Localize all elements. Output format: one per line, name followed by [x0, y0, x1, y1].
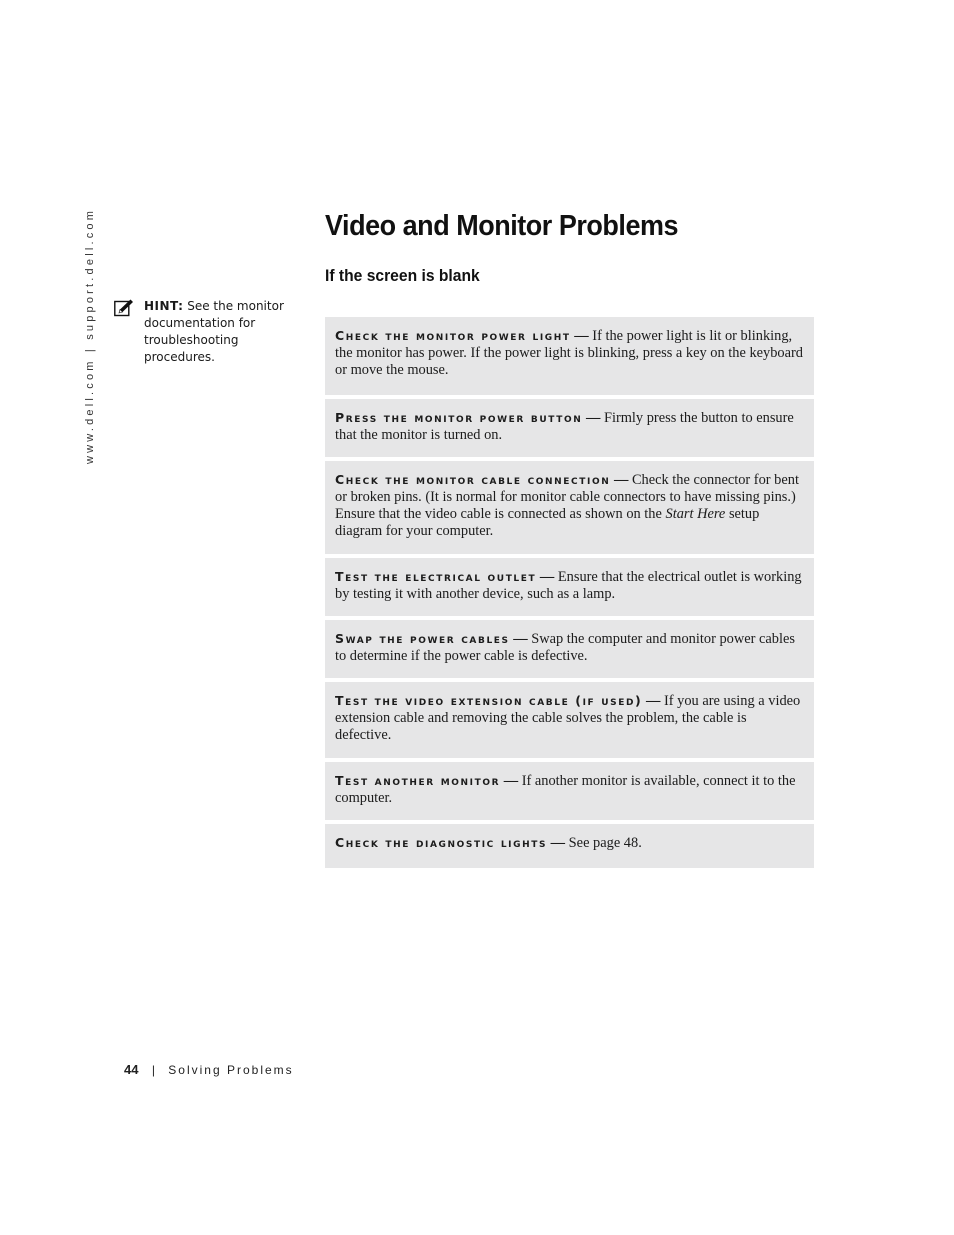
step-text: If the power light is lit or blinking, the monitor has power. If the power light is blinking, press a key on the keyboard or move the mouse. — [335, 328, 803, 378]
footer-separator: | — [151, 1063, 155, 1077]
step-text: Firmly press the button to ensure that the monitor is turned on. — [335, 410, 794, 443]
step-dash: — — [539, 569, 555, 585]
step-text-emphasis: Start Here — [665, 506, 726, 522]
step-dash: — — [513, 631, 528, 647]
step-text: setup diagram for your computer. — [335, 506, 760, 539]
step-dash: — — [585, 410, 601, 426]
hint-body — [144, 298, 294, 366]
step-text: Check the connector for bent or broken pins. (It is normal for monitor cable connectors to have missing pins.) Ensure that the video cable is connected as shown on the — [335, 472, 799, 522]
step-heading: Check the monitor power light — [335, 328, 571, 343]
step-test-extension-cable — [325, 682, 814, 758]
pencil-note-icon — [114, 299, 134, 317]
step-check-power-light — [325, 317, 814, 395]
step-heading: Press the monitor power button — [335, 410, 583, 425]
footer-section-title: Solving Problems — [168, 1063, 294, 1077]
page-footer — [124, 1062, 294, 1077]
step-heading: Test another monitor — [335, 773, 501, 788]
page-number: 44 — [124, 1062, 139, 1077]
step-press-power-button — [325, 399, 814, 457]
step-check-diagnostic-lights — [325, 824, 814, 868]
step-text: If another monitor is available, connect it to the computer. — [335, 773, 796, 806]
step-text: If you are using a video extension cable and removing the cable solves the problem, the cable is defective. — [335, 693, 801, 743]
step-heading: Test the video extension cable (if used) — [335, 693, 643, 708]
step-dash: — — [645, 693, 661, 709]
step-swap-power-cables — [325, 620, 814, 678]
step-test-electrical-outlet — [325, 558, 814, 616]
sidebar-url-text: www.dell.com | support.dell.com — [84, 207, 96, 464]
hint-text: See the monitor documentation for troubleshooting procedures. — [144, 299, 284, 364]
step-heading: Check the monitor cable connection — [335, 472, 611, 487]
step-heading: Test the electrical outlet — [335, 569, 537, 584]
step-text: Ensure that the electrical outlet is working by testing it with another device, such as a lamp. — [335, 569, 802, 602]
hint-label: HINT: — [144, 299, 184, 313]
step-dash: — — [550, 835, 566, 851]
step-text: Swap the computer and monitor power cables to determine if the power cable is defective. — [335, 631, 795, 664]
step-dash: — — [613, 472, 629, 488]
sidebar-url — [84, 207, 100, 464]
step-dash: — — [574, 328, 589, 344]
step-dash: — — [503, 773, 519, 789]
page-title: Video and Monitor Problems — [325, 210, 679, 242]
step-heading: Swap the power cables — [335, 631, 510, 646]
step-test-another-monitor — [325, 762, 814, 820]
step-check-cable-connection — [325, 461, 814, 554]
step-heading: Check the diagnostic lights — [335, 835, 548, 850]
section-subtitle: If the screen is blank — [325, 266, 480, 285]
step-text: See page 48. — [568, 835, 642, 851]
